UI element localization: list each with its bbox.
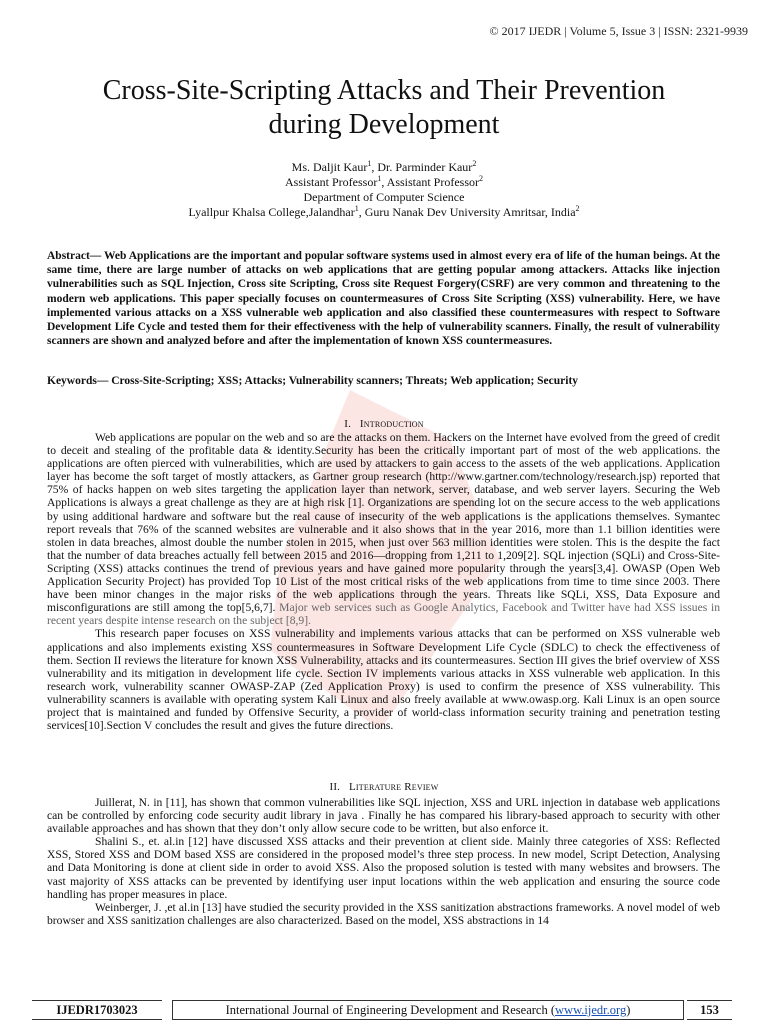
keywords: Keywords— Cross-Site-Scripting; XSS; Attacks; Vulnerability scanners; Threats; Web application; Security	[47, 375, 579, 387]
page-number: 153	[687, 1000, 732, 1020]
intro-paragraph-2: This research paper focuses on XSS vulnerability and implements various attacks that can be performed on XSS vulnerable web applications and also implements existing XSS countermeasures in Software Development Life Cycle (SDLC) to check the effectiveness of them. Section II reviews the literature for known XSS Vulnerability, attacks and its countermeasures. Section III gives the brief overview of XSS vulnerability and its mitigation in development life cycle. Section IV implements various attacks in XSS vulnerable web application. In this research work, vulnerability scanner OWASP-ZAP (Zed Application Proxy) is used to confirm the presence of XSS vulnerability. This vulnerability scanners is available with operating system Kali Linux and also freely available at www.owasp.org. Kali Linux is an open source project that is maintained and funded by Offensive Security, a provider of world-class information security training and penetration testing services[10].Section V concludes the result and gives the future directions.	[47, 627, 720, 733]
lit-paragraph-1: Juillerat, N. in [11], has shown that common vulnerabilities like SQL injection, XSS and URL injection in database web applications can be controlled by enforcing code security audit library in java . Finally he has compared his library-based approach to security with other available approaches and has shown that they don’t only allow secure code to be written, but also enforce it.	[47, 796, 720, 836]
abstract: Abstract— Web Applications are the important and popular software systems used in almost every era of life of the human beings. At the same time, there are large number of attacks on web applications that are getting popular among attackers. Attacks like injection vulnerabilities such as SQL Injection, Cross site Scripting, Cross site Request Forgery(CSRF) are very common and threatening to the modern web applications. This paper specially focuses on countermeasures of Cross Site Scripting (XSS) vulnerability. Here, we have implemented various attacks on a XSS vulnerable web application and also classified these countermeasures with respect to Software Development Life Cycle and tested them for their effectiveness with the help of vulnerability scanners. Finally, the result of vulnerability scanners are shown and analyzed before and after the implementation of known XSS countermeasures.	[47, 250, 720, 348]
intro-paragraph-1: Web applications are popular on the web and so are the attacks on them. Hackers on the Internet have evolved from the greed of credit to deceit and stealing of the profitable data & identity.Security has been the critically important part of most of the web applications. the applications are often pierced with vulnerabilities, which are used by attackers to gain access to the assets of the web applications. Application layer has become the soft target of mostly attackers, as Gartner group research (http://www.gartner.com/technology/research.jsp) reported that 75% of hacks happen on web sites targeting the application layer than network, server, database, and web server layers. Securing the Web Applications is always a great challenge as they are at high risk [1]. Organizations are spending lot on the secure access to the web applications by using additional hardware and software but the real cause of insecurity of the web applications is the applications themselves. Symantec report reveals that 76% of the scanned websites are vulnerable and it also shows that in the year 2016, more than 1.1 billion identities were stolen in data breaches, almost double the number stolen in 2015, when just over 563 million identities were stolen. This is the despite the fact that the number of data breaches actually fell between 2015 and 2016—dropping from 1,211 to 1,209[2]. SQL injection (SQLi) and Cross-Site-Scripting (XSS) attacks continues the trend of previous years and have gained more popularity through the years[3,4]. OWASP (Open Web Application Security Project) has provided Top 10 List of the most critical risks of the web applications from time to time since 2003. There have been minor changes in the major risks of the web applications through the years. Threats like SQLi, XSS, Data Exposure and misconfigurations are still among the top[5,6,7]. Major web services such as Google Analytics, Facebook and Twitter have had XSS issues in recent years despite intense research on the subject [8,9].	[47, 431, 720, 628]
journal-header: © 2017 IJEDR | Volume 5, Issue 3 | ISSN: 2321-9939	[489, 24, 748, 38]
title-line-1: Cross-Site-Scripting Attacks and Their Prevention	[102, 75, 666, 106]
introduction-body	[47, 431, 720, 732]
title-line-2: during Development	[268, 109, 500, 140]
author-department: Department of Computer Science	[303, 190, 465, 204]
author-block	[40, 160, 728, 220]
lit-paragraph-3: Weinberger, J. ,et al.in [13] have studied the security provided in the XSS sanitization abstractions frameworks. A novel model of web browser and XSS sanitization challenges are also characterized. Based on the model, XSS abstractions in 14	[47, 900, 720, 927]
page-footer	[32, 1000, 732, 1020]
literature-review-body	[47, 796, 720, 927]
author-roles: Assistant Professor$^1$, Assistant Professor$^2$	[284, 174, 483, 189]
paper-id: IJEDR1703023	[32, 1000, 162, 1020]
journal-link[interactable]: www.ijedr.org	[555, 1003, 627, 1017]
journal-name: International Journal of Engineering Development and Research (www.ijedr.org)	[172, 1000, 684, 1020]
author-institution: Lyallpur Khalsa College,Jalandhar$^1$, Guru Nanak Dev University Amritsar, India$^2$	[188, 204, 580, 219]
section-heading-introduction: I. Introduction	[344, 418, 424, 430]
author-names: Ms. Daljit Kaur$^1$, Dr. Parminder Kaur$^2$	[291, 159, 477, 174]
lit-paragraph-2: Shalini S., et. al.in [12] have discussed XSS attacks and their prevention at client side. Mainly three categories of XSS: Reflected XSS, Stored XSS and DOM based XSS are considered in the proposed model’s three step process. In new model, Script Detection, Analysing and Data Monitoring is done at client side in order to avoid XSS. Also the proposed solution is tested with many websites and browsers. The vast majority of XSS attacks can be prevented by identifying user input locations within the web application and ensuring the source code handling has proper measures in place.	[47, 835, 720, 901]
section-heading-literature-review: II. Literature Review	[329, 781, 439, 793]
paper-title	[40, 74, 728, 142]
